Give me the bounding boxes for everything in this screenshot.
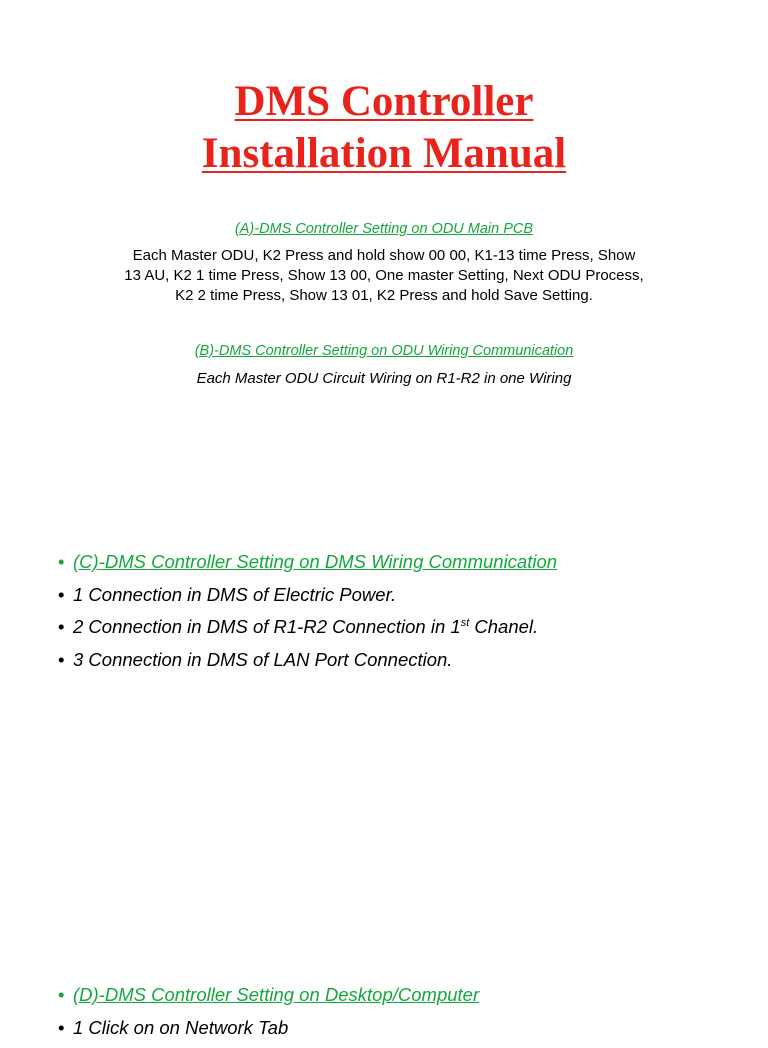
- section-d-heading-item: [58, 983, 479, 1007]
- section-c-list: [58, 550, 557, 680]
- section-d-heading: (D)-DMS Controller Setting on Desktop/Computer: [73, 984, 480, 1005]
- section-c-heading-item: [58, 550, 557, 574]
- bullet-icon: •: [58, 648, 65, 670]
- section-a-line: Each Master ODU, K2 Press and hold show 00 00, K1-13 time Press, Show: [132, 247, 636, 264]
- document-title-line-1: DMS Controller: [234, 78, 534, 125]
- section-a-paragraph: [96, 246, 672, 306]
- bullet-icon: •: [58, 583, 65, 605]
- section-a-heading: (A)-DMS Controller Setting on ODU Main PCB: [234, 221, 534, 237]
- section-d-list: [58, 983, 479, 1048]
- bullet-icon: •: [58, 551, 65, 572]
- section-c-heading: (C)-DMS Controller Setting on DMS Wiring Communication: [73, 551, 558, 572]
- section-b-heading: (B)-DMS Controller Setting on ODU Wiring Communication: [194, 343, 574, 359]
- list-item: [58, 615, 557, 639]
- bullet-icon: •: [58, 1016, 65, 1038]
- list-item: [58, 1016, 479, 1040]
- section-b-text: Each Master ODU Circuit Wiring on R1-R2 in one Wiring: [196, 370, 572, 387]
- list-item-text: 1 Click on on Network Tab: [73, 1016, 289, 1038]
- document-title-line-2: Installation Manual: [201, 130, 567, 177]
- section-a-line: K2 2 time Press, Show 13 01, K2 Press and hold Save Setting.: [175, 287, 593, 304]
- list-item-text-tail: Chanel.: [469, 616, 539, 637]
- list-item-text: 3 Connection in DMS of LAN Port Connection.: [73, 648, 453, 670]
- section-a-line: 13 AU, K2 1 time Press, Show 13 00, One master Setting, Next ODU Process,: [124, 267, 644, 284]
- superscript-st: st: [460, 616, 470, 629]
- bullet-icon: •: [58, 616, 65, 637]
- list-item-text: 1 Connection in DMS of Electric Power.: [73, 583, 397, 605]
- list-item: [58, 583, 557, 607]
- bullet-icon: •: [58, 984, 65, 1005]
- list-item: [58, 648, 557, 672]
- list-item-text: 2 Connection in DMS of R1-R2 Connection in 1: [73, 616, 461, 637]
